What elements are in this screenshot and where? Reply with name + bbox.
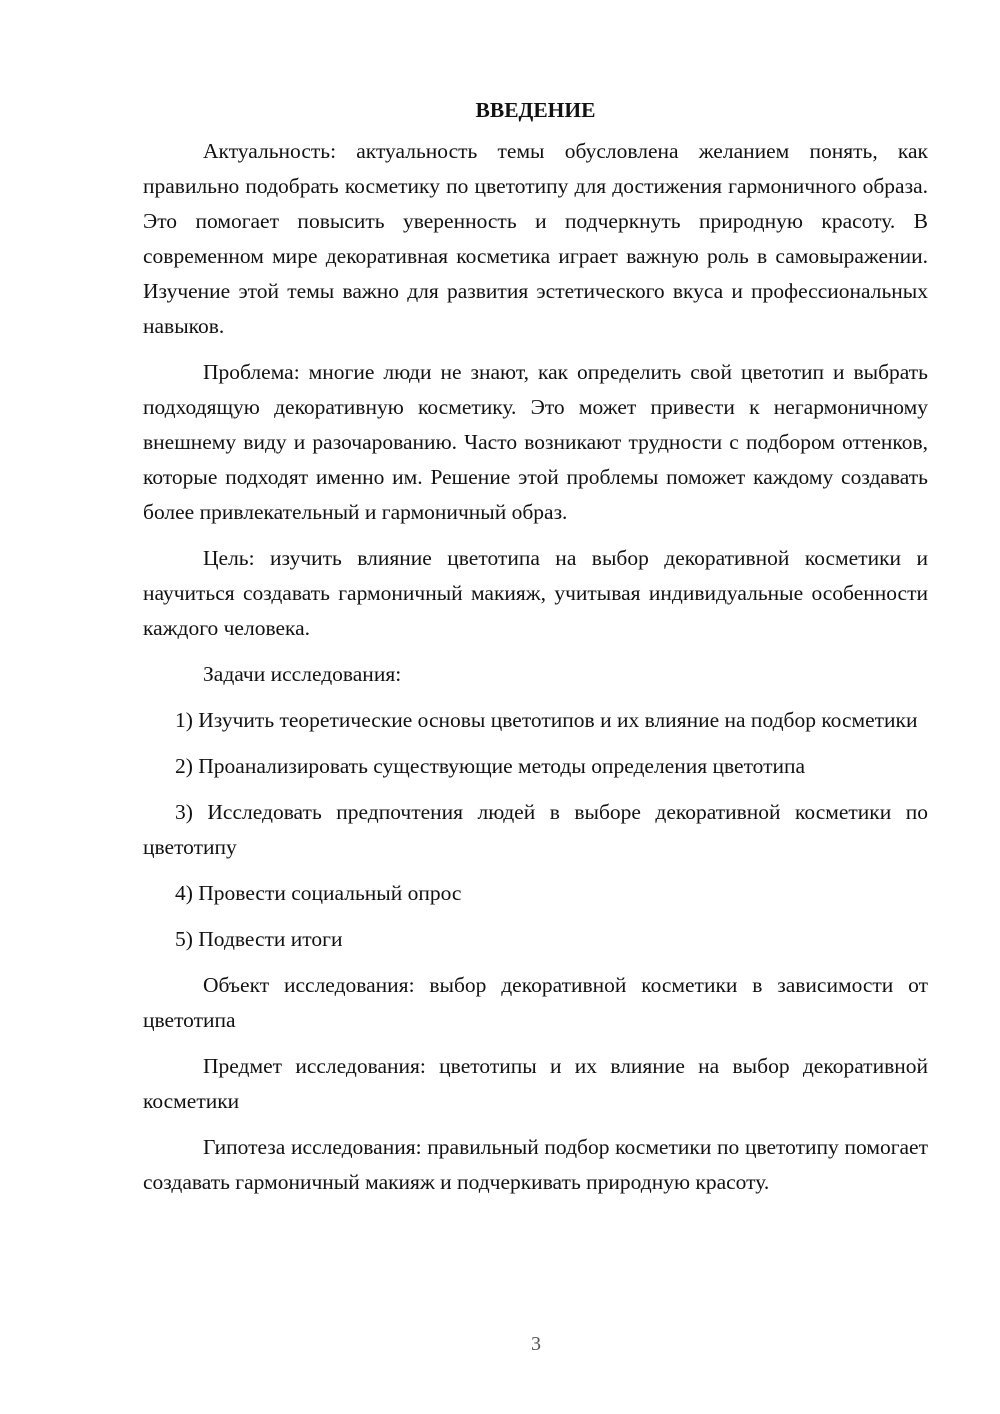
paragraph-problem: Проблема: многие люди не знают, как определить свой цветотип и выбрать подходящую декоративную косметику. Это может привести к негармоничному внешнему виду и разочарованию. Часто возникают трудности с подбором оттенков, которые подходят именно им. Решение этой проблемы поможет каждому создавать более привлекательный и гармоничный образ. (143, 360, 928, 524)
task-item-3: 3) Исследовать предпочтения людей в выборе декоративной косметики по цветотипу (143, 800, 928, 859)
document-page (143, 96, 928, 1211)
page-title: ВВЕДЕНИЕ (475, 98, 596, 122)
paragraph-object: Объект исследования: выбор декоративной косметики в зависимости от цветотипа (143, 973, 928, 1032)
task-item-4: 4) Провести социальный опрос (175, 881, 462, 905)
paragraph-hypothesis: Гипотеза исследования: правильный подбор косметики по цветотипу помогает создавать гармоничный макияж и подчеркивать природную красоту. (143, 1135, 928, 1194)
paragraph-goal: Цель: изучить влияние цветотипа на выбор декоративной косметики и научиться создавать гармоничный макияж, учитывая индивидуальные особенности каждого человека. (143, 546, 928, 640)
task-item-2: 2) Проанализировать существующие методы определения цветотипа (175, 754, 806, 778)
task-item-5: 5) Подвести итоги (175, 927, 343, 951)
paragraph-relevance: Актуальность: актуальность темы обусловлена желанием понять, как правильно подобрать косметику по цветотипу для достижения гармоничного образа. Это помогает повысить уверенность и подчеркнуть природную красоту. В современном мире декоративная косметика играет важную роль в самовыражении. Изучение этой темы важно для развития эстетического вкуса и профессиональных навыков. (143, 139, 928, 338)
task-item-1: 1) Изучить теоретические основы цветотипов и их влияние на подбор косметики (175, 708, 918, 732)
tasks-heading: Задачи исследования: (203, 662, 402, 686)
paragraph-subject: Предмет исследования: цветотипы и их влияние на выбор декоративной косметики (143, 1054, 928, 1113)
page-number: 3 (531, 1333, 541, 1355)
